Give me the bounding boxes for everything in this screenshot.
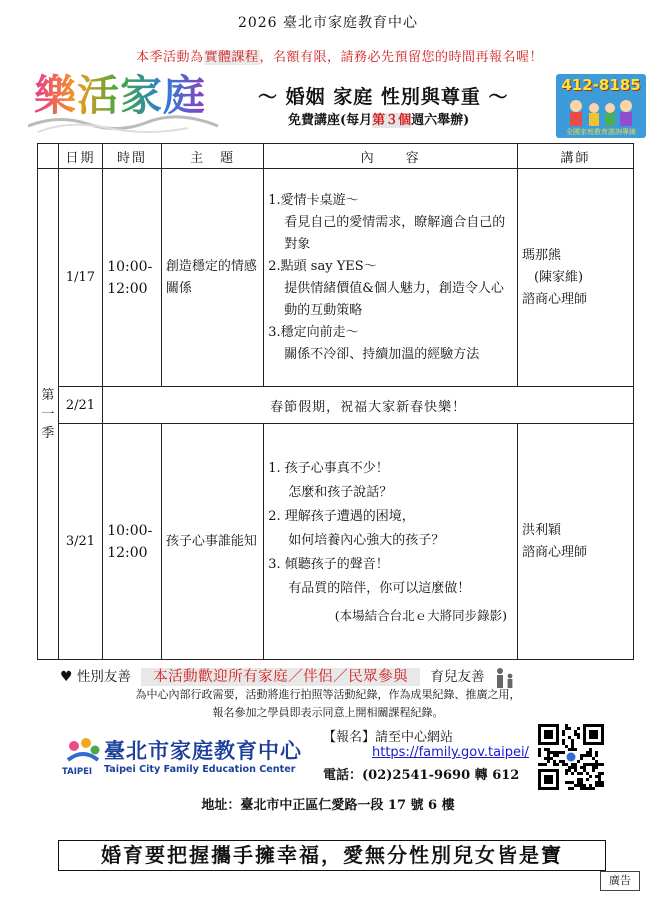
registration-notice [136,46,543,65]
logo-chinese-name: 臺北市家庭教育中心 [104,739,302,763]
column-header-date: 日期 [58,144,102,169]
season-char: 一 [41,406,55,422]
column-header-topic: 主 題 [161,144,263,169]
notice-text: 本季活動為 [136,50,204,65]
privacy-notice [0,686,656,722]
session-topic: 孩子心事誰能知 [161,424,263,660]
content-line: 關係不冷卻、持續加溫的經驗方法 [284,346,480,362]
qr-code-icon[interactable] [538,724,604,790]
sub-title-text: 免費講座(每月 [288,113,373,128]
session-date: 1/17 [58,169,102,387]
content-line: 1.愛情卡桌遊～ [268,192,359,208]
session-lecturer [517,169,633,387]
content-line: 2. 理解孩子遭遇的困境， [268,508,415,524]
notice-highlight: 實體課程 [204,50,259,65]
logo-english-name: Taipei City Family Education Center [104,764,296,775]
registration-label: 【報名】請至中心網站 [323,730,454,745]
column-header-lecturer: 講師 [517,144,633,169]
lohas-family-logo [28,66,228,136]
address: 地址：臺北市中正區仁愛路一段 17 號 6 樓 [201,798,455,813]
phone-number: 電話：(02)2541-9690 轉 612 [323,768,520,783]
table-header-row [38,144,634,169]
taipei-logo-icon [64,736,102,766]
website-link[interactable]: https://family.gov.taipei/ [372,745,529,760]
session-time: 10:00-12:00 [103,424,162,660]
session-time: 10:00-12:00 [103,169,162,387]
content-line: 1. 孩子心事真不少！ [268,460,389,476]
recording-note: (本場結合台北ｅ大將同步錄影) [334,607,507,623]
sub-title-tail: 週六舉辦) [411,113,470,128]
session-date: 2/21 [58,387,102,424]
content-line: 怎麼和孩子說話？ [288,484,393,500]
main-title: ～ 婚姻 家庭 性別與尊重 ～ [258,86,509,108]
content-line: 有品質的陪伴，你可以這麼做！ [288,580,471,596]
welcome-message: 本活動歡迎所有家庭／伴侶／民眾參與 [141,668,420,686]
center-logo [62,734,307,784]
sub-title-highlight: 第３個 [372,113,412,128]
table-row-holiday [38,387,634,424]
hotline-badge [556,74,646,138]
content-line: 提供情緒價值&個人魅力，創造令人心動的互動策略 [284,280,504,318]
slogan-banner: 婚育要把握攜手擁幸福，愛無分性別兒女皆是寶 [58,840,606,871]
content-line: 3. 傾聽孩子的聲音！ [268,556,389,572]
notice-text-tail: ，名額有限，請務必先預留您的時間再報名喔！ [259,50,544,65]
content-line: 看見自己的愛情需求，瞭解適合自己的對象 [284,214,506,252]
content-line: 2.點頭 say YES～ [268,258,377,274]
season-char: 季 [41,425,55,441]
column-header-content: 內 容 [264,144,518,169]
lecturer-name: 洪利穎 [521,522,561,538]
parent-child-icon [493,668,517,688]
family-illustration-icon [562,96,640,126]
parenting-friendly-label: 育兒友善 [430,669,485,685]
privacy-line: 報名參加之學員即表示同意上開相關課程紀錄。 [212,706,444,719]
session-content [264,169,518,387]
session-lecturer [517,424,633,660]
friendly-banner [60,665,517,688]
lecturer-name: 瑪那熊 [521,247,561,263]
ad-label: 廣告 [600,871,640,891]
content-line: 3.穩定向前走～ [268,324,359,340]
schedule-table [37,143,634,660]
sub-title [288,109,469,128]
session-content [264,424,518,660]
gender-friendly-label: 性別友善 [76,669,131,685]
season-header-cell [38,144,59,169]
privacy-line: 為中心內部行政需要，活動將進行拍照等活動紀錄，作為成果紀錄、推廣之用， [135,688,521,701]
lecturer-title: 諮商心理師 [521,544,587,560]
session-date: 3/21 [58,424,102,660]
svg-text:樂活家庭: 樂活家庭 [34,71,207,120]
organizer-year-title: 2026 臺北市家庭教育中心 [237,15,419,31]
season-label [38,169,59,660]
column-header-time: 時間 [103,144,162,169]
content-line: 如何培養內心強大的孩子？ [288,532,445,548]
hotline-number: 412-8185 [561,76,641,94]
table-row [38,424,634,660]
table-row [38,169,634,387]
holiday-message: 春節假期，祝福大家新春快樂！ [103,387,634,424]
season-char: 第 [41,387,55,403]
lecturer-title: 諮商心理師 [521,291,587,307]
heart-icon: ♥ [60,669,73,685]
logo-taipei: TAIPEI [62,767,93,777]
session-topic: 創造穩定的情感關係 [161,169,263,387]
hotline-caption: 全國家庭教育諮詢專線 [566,128,636,136]
lecturer-alias: (陳家維) [533,269,584,285]
